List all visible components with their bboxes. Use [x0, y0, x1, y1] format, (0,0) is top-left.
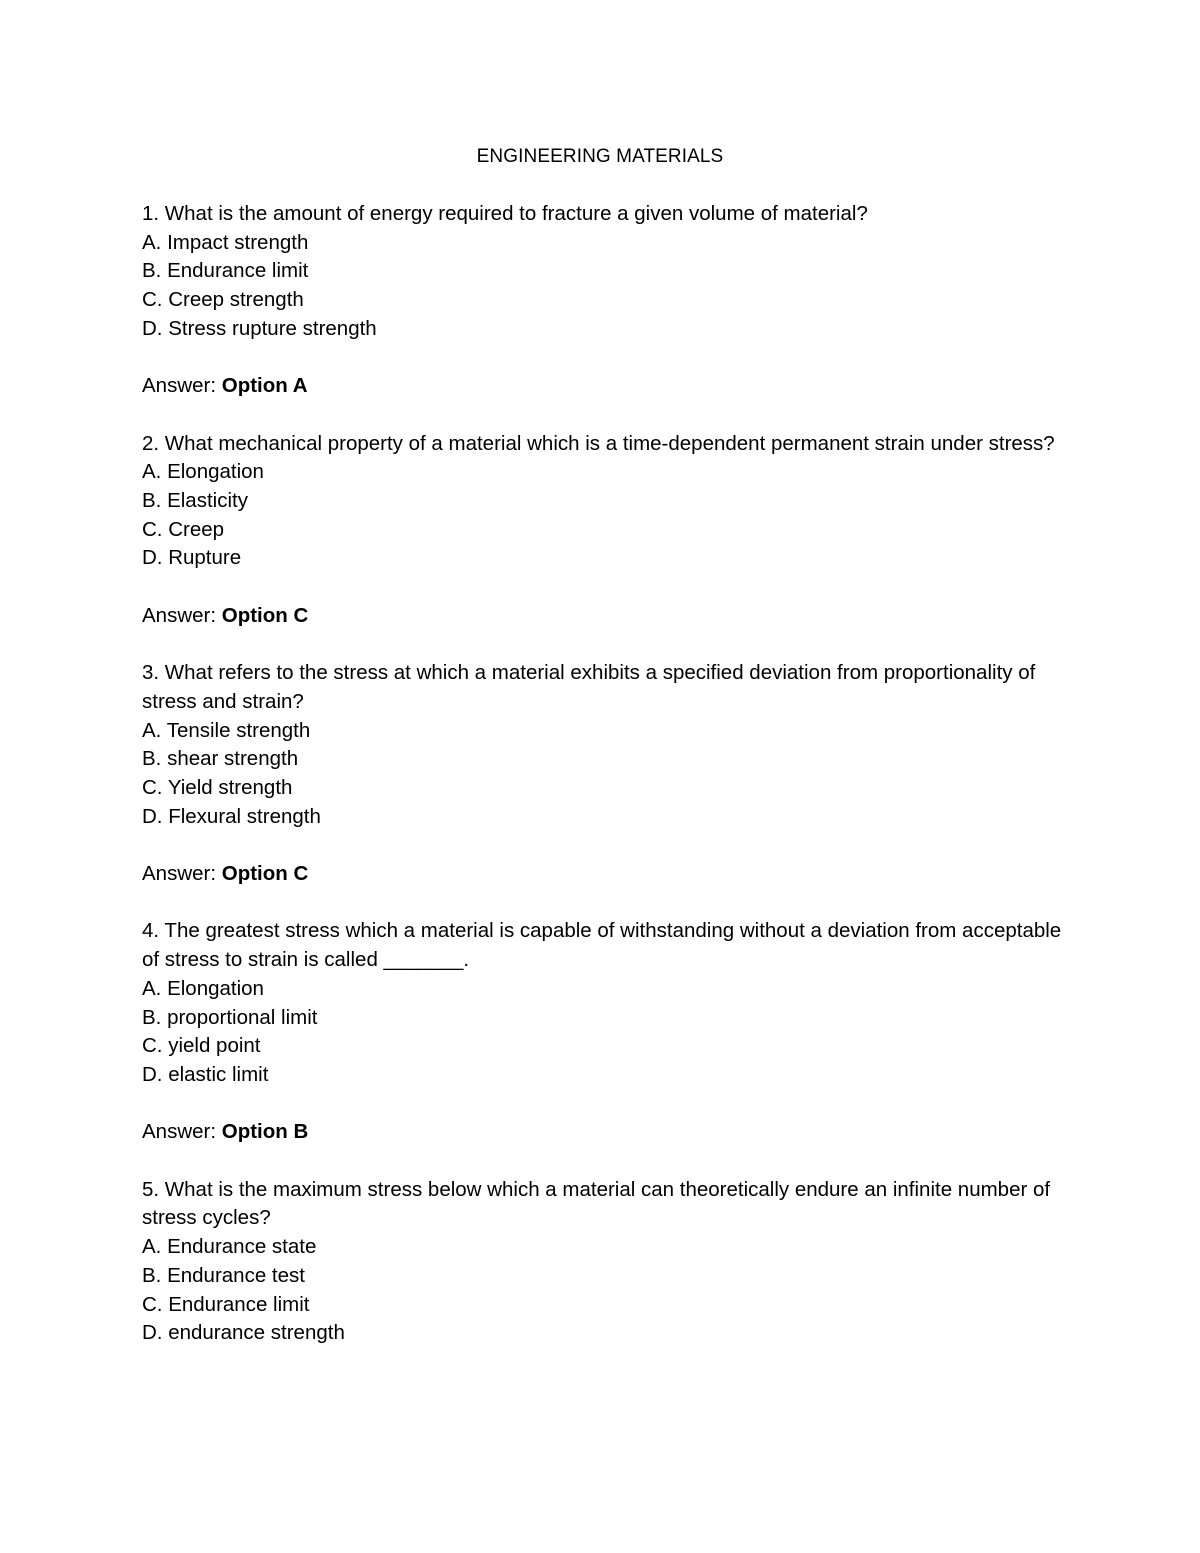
option-c: C. Yield strength — [142, 776, 293, 799]
answer-line — [142, 602, 1062, 631]
option-b: B. Elasticity — [142, 489, 248, 512]
option-b: B. shear strength — [142, 747, 299, 771]
answer-value: Option C — [221, 862, 309, 886]
answer-label: Answer: — [142, 862, 217, 886]
answer-label: Answer: — [142, 1120, 217, 1144]
document-title: ENGINEERING MATERIALS — [476, 146, 724, 167]
option-c: C. Creep — [142, 517, 225, 541]
answer-label: Answer: — [142, 374, 217, 398]
option-d: D. Flexural strength — [142, 804, 321, 828]
option-d: D. Rupture — [142, 546, 242, 570]
option-a: A. Elongation — [142, 460, 264, 484]
answer-label: Answer: — [142, 603, 217, 627]
answer-line — [142, 1118, 1062, 1147]
option-a: A. Endurance state — [142, 1235, 317, 1259]
answer-line — [142, 860, 1062, 889]
question-text: 3. What refers to the stress at which a material exhibits a specified deviation from proportionality of stress and strain? — [142, 661, 1036, 713]
option-c: C. Creep strength — [142, 288, 304, 312]
option-a: A. Elongation — [142, 976, 264, 1000]
option-d: D. endurance strength — [142, 1321, 345, 1345]
question-1 — [142, 200, 1062, 401]
question-4 — [142, 917, 1062, 1147]
question-5 — [142, 1176, 1062, 1348]
option-b: B. Endurance test — [142, 1263, 305, 1287]
question-3 — [142, 659, 1062, 889]
option-a: A. Tensile strength — [142, 718, 311, 742]
question-text: 5. What is the maximum stress below which a material can theoretically endure an infinite number of stress cycles? — [142, 1177, 1051, 1230]
option-c: C. Endurance limit — [142, 1292, 310, 1316]
option-d: D. elastic limit — [142, 1063, 269, 1086]
option-c: C. yield point — [142, 1034, 261, 1058]
answer-line — [142, 372, 1062, 401]
answer-value: Option C — [221, 603, 309, 627]
option-d: D. Stress rupture strength — [142, 316, 377, 340]
question-text: 2. What mechanical property of a material which is a time-dependent permanent strain under stress? — [142, 431, 1055, 455]
question-list — [142, 200, 1062, 1348]
question-2 — [142, 430, 1062, 631]
question-text: 1. What is the amount of energy required to fracture a given volume of material? — [142, 202, 868, 225]
question-text: 4. The greatest stress which a material is capable of withstanding without a deviation from acceptable of stress to strain is called _______. — [142, 919, 1062, 972]
option-a: A. Impact strength — [142, 230, 309, 254]
option-b: B. Endurance limit — [142, 259, 309, 283]
option-b: B. proportional limit — [142, 1005, 318, 1029]
answer-value: Option B — [221, 1120, 309, 1144]
answer-value: Option A — [221, 374, 308, 398]
